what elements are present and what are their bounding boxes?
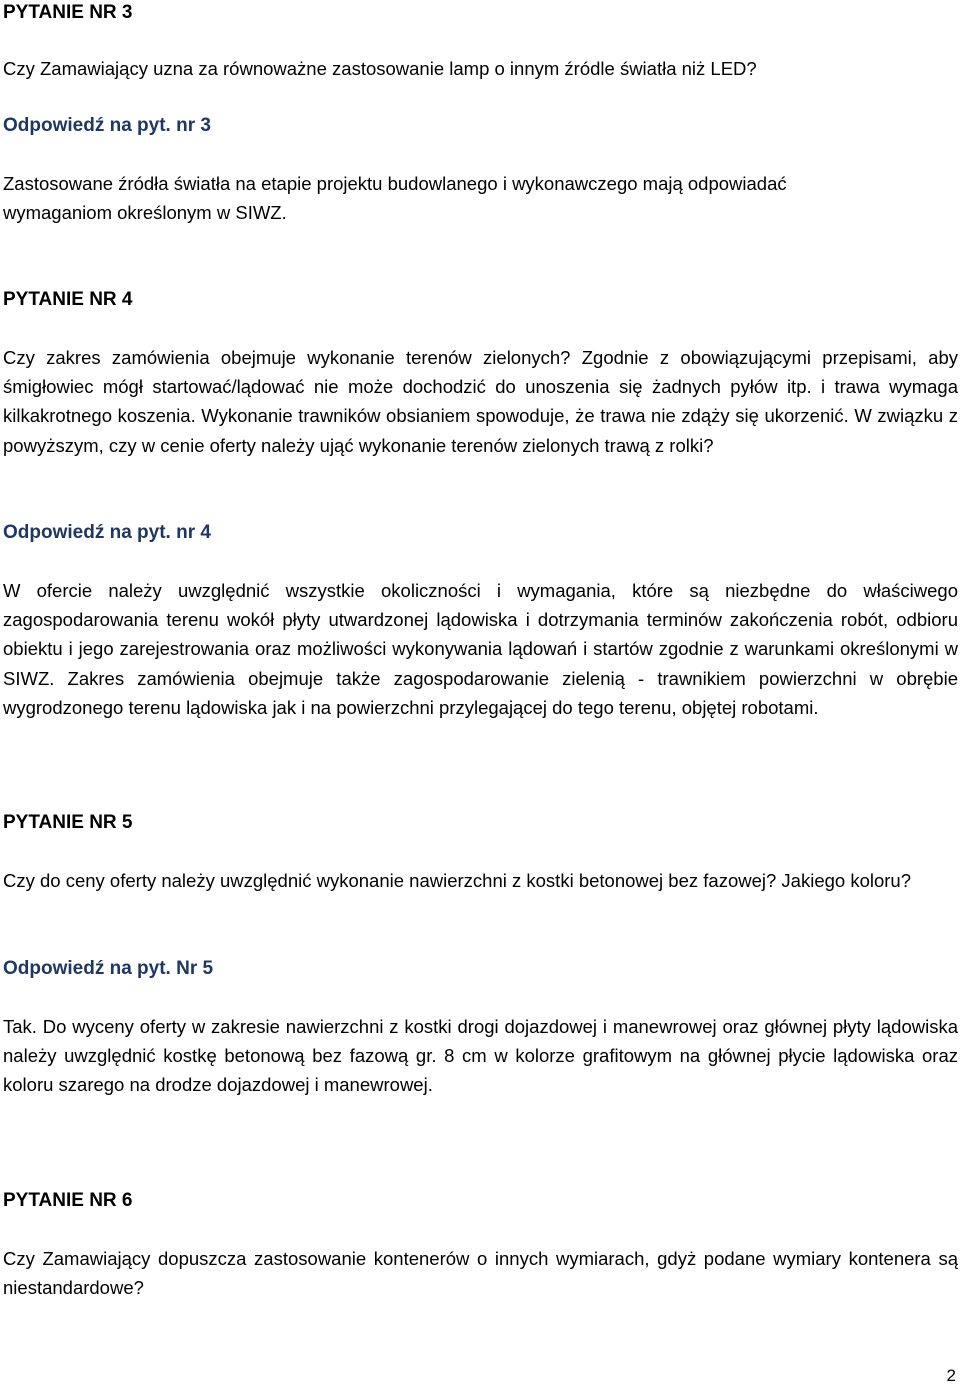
answer-5-text: Tak. Do wyceny oferty w zakresie nawierzchni z kostki drogi dojazdowej i manewrowej oraz głównej płyty lądowiska należy uwzględnić kostkę betonową bez fazową gr. 8 cm w kolorze grafitowym na głównej płycie lądowiska oraz koloru szarego na drodze dojazdowej i manewrowej. <box>3 1016 958 1096</box>
question-3-heading: PYTANIE NR 3 <box>3 2 133 23</box>
answer-3-text: Zastosowane źródła światła na etapie projektu budowlanego i wykonawczego mają odpowiadać wymaganiom określonym w SIWZ. <box>3 173 787 224</box>
question-3-text: Czy Zamawiający uzna za równoważne zastosowanie lamp o innym źródle światła niż LED? <box>3 58 757 79</box>
question-5-text: Czy do ceny oferty należy uwzględnić wykonanie nawierzchni z kostki betonowej bez fazowej? Jakiego koloru? <box>3 870 912 891</box>
answer-3-heading: Odpowiedź na pyt. nr 3 <box>3 115 211 136</box>
question-6-heading: PYTANIE NR 6 <box>3 1190 133 1211</box>
page-number: 2 <box>946 1366 956 1385</box>
question-6-text: Czy Zamawiający dopuszcza zastosowanie kontenerów o innych wymiarach, gdyż podane wymiary kontenera są niestandardowe? <box>3 1248 958 1299</box>
answer-5-heading: Odpowiedź na pyt. Nr 5 <box>3 958 214 979</box>
question-5-heading: PYTANIE NR 5 <box>3 812 133 833</box>
question-4-text: Czy zakres zamówienia obejmuje wykonanie terenów zielonych? Zgodnie z obowiązującymi przepisami, aby śmigłowiec mógł startować/lądować nie może dochodzić do unoszenia się żadnych pyłów itp. i trawa wymaga kilkakrotnego koszenia. Wykonanie trawników obsianiem spowoduje, że trawa nie zdąży się ukorzenić. W związku z powyższym, czy w cenie oferty należy ująć wykonanie terenów zielonych trawą z rolki? <box>3 347 958 456</box>
answer-4-text: W ofercie należy uwzględnić wszystkie okoliczności i wymagania, które są niezbędne do właściwego zagospodarowania terenu wokół płyty utwardzonej lądowiska i dotrzymania terminów zakończenia robót, odbioru obiektu i jego zarejestrowania oraz możliwości wykonywania lądowań i startów zgodnie z warunkami określonymi w SIWZ. Zakres zamówienia obejmuje także zagospodarowanie zielenią - trawnikiem powierzchni w obrębie wygrodzonego terenu lądowiska jak i na powierzchni przylegającej do tego terenu, objętej robotami. <box>3 580 958 718</box>
answer-4-heading: Odpowiedź na pyt. nr 4 <box>3 522 211 543</box>
question-4-heading: PYTANIE NR 4 <box>3 289 133 310</box>
